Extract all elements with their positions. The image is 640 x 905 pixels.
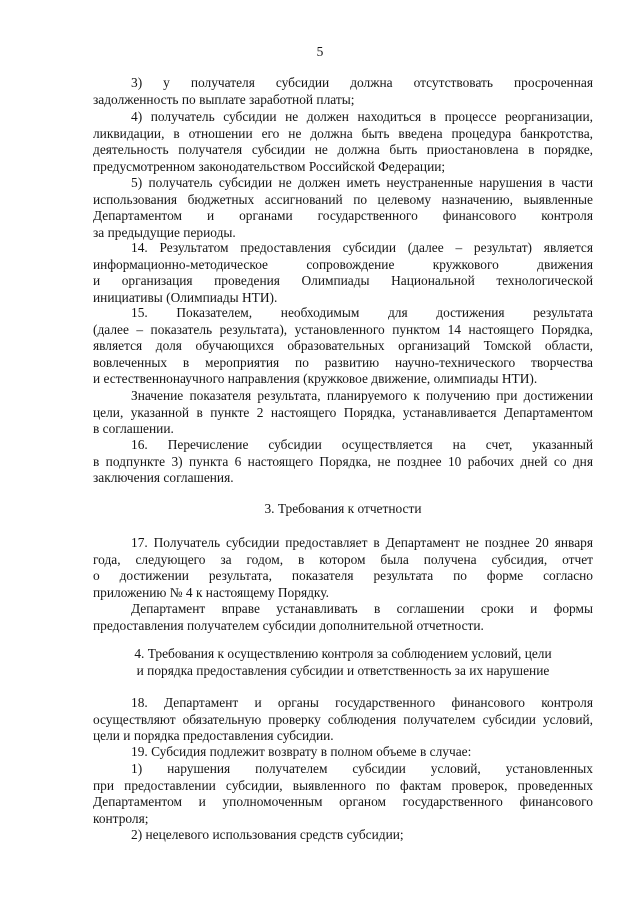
paragraph-19 [93, 744, 593, 761]
text-line: 14. Результатом предоставления субсидии (далее – результат) является [131, 240, 593, 255]
text-line: Департаментом и уполномоченным органом государственного финансового [93, 794, 593, 809]
text-line: контроля; [93, 810, 149, 826]
text-line: Значение показателя результата, планируемого к получению при достижении [131, 388, 593, 403]
text-line: цели и порядка предоставления субсидии. [93, 728, 334, 743]
section-heading-3 [93, 501, 593, 518]
text-line: (далее – показатель результата), установленного пунктом 14 настоящего Порядка, [93, 321, 593, 337]
heading-line: 3. Требования к отчетности [264, 501, 422, 516]
text-line: приложению № 4 к настоящему Порядку. [93, 584, 329, 600]
paragraph-item-3 [93, 75, 593, 108]
text-line: 19. Субсидия подлежит возврату в полном объеме в случае: [131, 744, 472, 759]
text-line: о достижении результата, показателя результата по форме согласно [93, 568, 593, 583]
text-line: 3) у получателя субсидии должна отсутствовать просроченная [131, 75, 593, 90]
text-line: использования бюджетных ассигнований по целевому назначению, выявленные [93, 191, 593, 207]
text-line: ликвидации, в отношении его не должна быть введена процедура банкротства, [93, 125, 593, 141]
text-line: и естественнонаучного направления (кружковое движение, олимпиады НТИ). [93, 371, 538, 386]
paragraph-18 [93, 695, 593, 745]
text-line: 15. Показателем, необходимым для достижения результата [131, 305, 593, 320]
text-line: за предыдущие периоды. [93, 224, 236, 240]
text-line: при предоставлении субсидии, выявленного по фактам проверок, проведенных [93, 777, 593, 793]
paragraph-indicator-value [93, 388, 593, 438]
heading-line: и порядка предоставления субсидии и ответственность за их нарушение [136, 662, 550, 678]
text-line: Департаментом и органами государственного финансового контроля [93, 208, 593, 223]
section-heading-4 [93, 646, 593, 679]
heading-line: 4. Требования к осуществлению контроля за соблюдением условий, цели [134, 646, 552, 661]
text-line: осуществляют обязательную проверку соблюдения получателем субсидии условий, [93, 711, 593, 727]
text-line: и организация проведения Олимпиады Национальной технологической [93, 273, 593, 288]
text-line: заключения соглашения. [93, 470, 234, 485]
paragraph-additional-reporting [93, 601, 593, 634]
paragraph-19-item-1 [93, 761, 593, 827]
text-line: задолженность по выплате заработной платы; [93, 91, 355, 107]
text-line: Департамент вправе устанавливать в соглашении сроки и формы [131, 601, 593, 616]
text-line: 17. Получатель субсидии предоставляет в Департамент не позднее 20 января [131, 535, 593, 550]
paragraph-16 [93, 437, 593, 487]
text-line: 16. Перечисление субсидии осуществляется на счет, указанный [131, 437, 593, 452]
text-line: в соглашении. [93, 421, 174, 436]
text-line: 1) нарушения получателем субсидии условий, установленных [131, 761, 593, 776]
text-line: предусмотренном законодательством Российской Федерации; [93, 158, 446, 174]
text-line: является доля обучающихся образовательных организаций Томской области, [93, 338, 593, 353]
text-line: 4) получатель субсидии не должен находиться в процессе реорганизации, [131, 109, 593, 124]
paragraph-19-item-2 [93, 827, 593, 844]
text-line: вовлеченных в мероприятия по развитию научно-технического творчества [93, 354, 593, 370]
paragraph-15 [93, 305, 593, 388]
paragraph-17 [93, 535, 593, 601]
text-line: 18. Департамент и органы государственного финансового контроля [131, 695, 593, 710]
text-line: инициативы (Олимпиады НТИ). [93, 289, 278, 305]
text-line: предоставления получателем субсидии дополнительной отчетности. [93, 617, 484, 633]
page-number: 5 [316, 44, 324, 59]
text-line: 2) нецелевого использования средств субсидии; [131, 827, 404, 842]
text-line: цели, указанной в пункте 2 настоящего Порядка, устанавливается Департаментом [93, 404, 593, 420]
paragraph-14 [93, 240, 593, 306]
paragraph-item-4 [93, 109, 593, 175]
text-line: информационно-методическое сопровождение кружкового движения [93, 256, 593, 272]
text-line: деятельность получателя субсидии не должна быть приостановлена в порядке, [93, 142, 593, 157]
text-line: года, следующего за годом, в котором была получена субсидия, отчет [93, 551, 593, 567]
text-line: в подпункте 3) пункта 6 настоящего Порядка, не позднее 10 рабочих дней со дня [93, 453, 593, 469]
paragraph-item-5 [93, 175, 593, 241]
text-line: 5) получатель субсидии не должен иметь неустраненные нарушения в части [131, 175, 593, 190]
